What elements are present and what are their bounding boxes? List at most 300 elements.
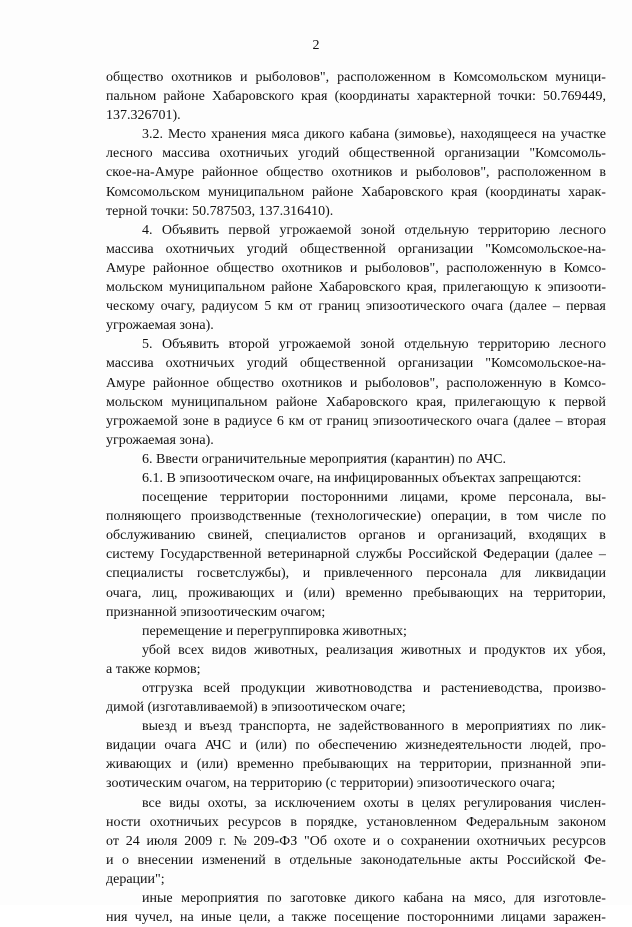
word: свиней, <box>207 528 253 544</box>
word: персонала <box>426 566 488 582</box>
word: ресурсов <box>227 814 282 830</box>
word: общество <box>216 375 274 391</box>
word: июля <box>146 833 178 849</box>
word: регулирования <box>463 795 552 811</box>
word: числе <box>547 509 582 525</box>
word: границ <box>326 413 369 429</box>
word: охотничьих <box>219 146 289 162</box>
word: края <box>451 184 478 200</box>
word: пальном <box>106 89 157 105</box>
word: массива <box>162 146 210 162</box>
word: мероприятия <box>181 891 259 907</box>
word: реализация <box>325 642 394 658</box>
word: вторая <box>567 413 606 429</box>
word: охоты <box>363 795 399 811</box>
text-line: 6.1. В эпизоотическом очаге, на инфицированных объектах запрещаются: <box>142 470 582 486</box>
word: видации <box>106 738 156 754</box>
word: угрожаемой <box>279 222 352 238</box>
word: (или) <box>303 585 335 601</box>
word: угодий <box>298 146 340 162</box>
word: на <box>541 127 556 143</box>
word: животных, <box>254 642 319 658</box>
word: Комсо- <box>563 260 606 276</box>
word: Хабаровского <box>211 89 294 105</box>
text-line: дерации"; <box>106 871 165 887</box>
word: операции, <box>430 509 491 525</box>
word: транспорта, <box>239 719 310 735</box>
word: временно <box>345 585 403 601</box>
word: г. <box>218 833 227 849</box>
word: угрожаемой <box>106 413 178 429</box>
text-line <box>106 564 606 583</box>
text-line <box>106 393 606 412</box>
word: Комсомольском <box>106 184 201 200</box>
word: лесного <box>106 146 153 162</box>
word: организации <box>398 356 474 372</box>
text-line <box>106 68 606 87</box>
word: территорию <box>478 337 550 353</box>
word: охотников <box>331 165 393 181</box>
word: целях <box>421 795 456 811</box>
word: проживающих <box>188 585 275 601</box>
word: вы- <box>585 490 606 506</box>
word: посторонними <box>301 490 388 506</box>
word: зоне <box>182 413 209 429</box>
text-line <box>106 354 606 373</box>
word: от <box>106 833 119 849</box>
word: находящееся <box>460 127 537 143</box>
text-line <box>106 125 606 144</box>
word: охотничьих <box>165 241 235 257</box>
word: акты <box>469 852 499 868</box>
word: 24 <box>125 833 140 849</box>
text-line <box>106 221 606 240</box>
word: обеспечению <box>318 738 397 754</box>
word: массива <box>106 356 154 372</box>
word: отгрузка <box>142 681 193 696</box>
word: очага <box>471 299 504 315</box>
word: посещение <box>334 910 400 926</box>
word: очагу, <box>160 299 196 315</box>
word: муниципальном <box>169 280 266 296</box>
word: территории, <box>533 585 606 601</box>
word: точки: <box>498 89 536 105</box>
word: по <box>591 509 606 525</box>
word: края, <box>416 394 447 410</box>
word: специалисты <box>106 566 184 582</box>
word: в <box>274 852 281 868</box>
word: ское-на-Амуре <box>106 165 194 181</box>
word: выезд <box>142 719 177 735</box>
word: ния <box>106 910 128 926</box>
word: общество <box>266 165 324 181</box>
word: посещение <box>142 490 208 506</box>
word: Хабаровского <box>325 394 408 410</box>
word: границ <box>318 299 360 315</box>
word: признанной <box>500 757 572 773</box>
word: на <box>397 757 411 773</box>
word: ресурсов <box>552 833 606 849</box>
word: законодательные <box>360 852 462 868</box>
word: Хабаровского <box>318 280 401 296</box>
word: в <box>406 795 414 811</box>
word: пребывающих <box>413 585 499 601</box>
word: мясо, <box>473 891 506 907</box>
word: мяса <box>271 127 300 143</box>
word: рыболовов", <box>255 70 330 85</box>
word: кабана <box>349 127 390 143</box>
word: и <box>184 719 192 735</box>
page-number: 2 <box>312 38 320 53</box>
word: хранения <box>211 127 267 143</box>
word: ликвидации <box>534 566 606 582</box>
word: км <box>288 413 305 429</box>
word: пребывающих <box>302 757 389 773</box>
text-line <box>106 755 606 774</box>
word: привлеченного <box>323 566 413 582</box>
word: эпи- <box>580 757 606 773</box>
word: территории <box>219 490 289 506</box>
word: производственные <box>190 509 302 525</box>
word: эпизоотического <box>372 413 472 429</box>
word: все <box>142 795 162 811</box>
word: полняющего <box>106 509 182 525</box>
word: рыболовов", <box>365 375 439 391</box>
word: лицами <box>501 910 546 926</box>
word: очага <box>476 413 509 429</box>
word: районное <box>152 375 209 391</box>
word: по <box>267 891 282 907</box>
word: прилегающую <box>454 394 541 410</box>
word: участке <box>560 127 606 143</box>
word: отдельную <box>404 337 469 353</box>
word: временно <box>236 757 294 773</box>
word: общественной <box>299 356 386 372</box>
word: районе <box>275 394 318 410</box>
text-line: а также кормов; <box>106 661 201 677</box>
word: территории, <box>419 757 492 773</box>
word: внесении <box>137 852 194 868</box>
word: заражен- <box>553 910 606 926</box>
word: за <box>254 795 267 811</box>
word: 4. <box>142 222 153 238</box>
text-line <box>106 851 606 870</box>
word: (или) <box>196 757 229 773</box>
text-line <box>106 144 606 163</box>
text-line <box>106 736 606 755</box>
word: общественной <box>299 241 386 257</box>
word: харак- <box>568 184 606 200</box>
word: в <box>549 260 557 276</box>
word: Российской <box>408 547 477 563</box>
word: также <box>291 910 327 926</box>
text-line: 6. Ввести ограничительные мероприятия (карантин) по АЧС. <box>142 451 506 467</box>
word: организации <box>444 146 520 162</box>
word: эпизооти- <box>547 280 606 296</box>
word: "Об <box>304 833 327 849</box>
word: для <box>514 891 535 907</box>
text-line: зоотическим очагом, на территорию (с территории) эпизоотического очага; <box>106 776 556 792</box>
word: изготовле- <box>543 891 606 907</box>
word: Место <box>168 127 207 143</box>
word: всех <box>178 642 205 658</box>
word: животноводства <box>315 681 413 696</box>
word: госветслужбы), <box>197 566 290 582</box>
word: произво- <box>553 681 606 696</box>
word: очага, <box>106 585 142 601</box>
document-body <box>106 68 606 927</box>
word: "Комсомольское-на- <box>485 356 606 372</box>
word: и <box>349 375 358 391</box>
text-line <box>106 908 606 927</box>
word: № <box>233 833 247 849</box>
word: Федеральным <box>466 814 549 830</box>
word: первой <box>228 222 271 238</box>
word: продукции <box>240 681 306 696</box>
word: зоной <box>360 222 396 238</box>
word: задействованного <box>338 719 445 735</box>
word: расположенную <box>446 375 542 391</box>
word: и <box>302 566 311 582</box>
word: общество <box>216 260 274 276</box>
word: и <box>285 585 293 601</box>
word: сохранении <box>400 833 470 849</box>
text-line <box>106 297 606 316</box>
word: расположенную <box>446 260 542 276</box>
word: (координаты <box>334 89 410 105</box>
word: и <box>349 260 358 276</box>
text-line: угрожаемая зона). <box>106 432 214 448</box>
text-line <box>106 794 606 813</box>
word: и <box>400 165 408 181</box>
word: кроме <box>460 490 497 506</box>
word: въезд <box>199 719 232 735</box>
word: жизнедеятельности <box>405 738 522 754</box>
word: систему <box>106 547 155 563</box>
word: 5. <box>142 337 153 353</box>
word: 5 <box>264 299 272 315</box>
word: организации <box>398 241 474 257</box>
word: мероприятиях <box>465 719 551 735</box>
word: Хабаровского <box>361 184 444 200</box>
word: охотничьих <box>165 356 235 372</box>
word: и <box>240 70 248 85</box>
word: районе <box>311 184 354 200</box>
word: кабана <box>403 891 444 907</box>
word: расположенном <box>337 70 431 85</box>
word: края, <box>406 280 437 296</box>
text-line <box>106 87 606 106</box>
word: прилегающую <box>442 280 529 296</box>
word: всей <box>203 681 231 696</box>
word: на <box>451 891 466 907</box>
word: охоты, <box>207 795 247 811</box>
word: угрожаемой <box>278 337 351 353</box>
text-line <box>106 278 606 297</box>
word: муници- <box>555 70 606 85</box>
word: установленном <box>366 814 457 830</box>
word: в <box>549 375 557 391</box>
word: мольском <box>106 280 163 296</box>
text-line <box>106 545 606 564</box>
word: территорию <box>478 222 550 238</box>
word: муниципальном <box>207 184 305 200</box>
word: входящих <box>528 528 588 544</box>
word: дикого <box>304 127 345 143</box>
word: рыболовов", <box>415 165 490 181</box>
word: в <box>213 413 221 429</box>
word: убой <box>142 642 171 658</box>
word: изменений <box>201 852 266 868</box>
word: обслуживанию <box>106 528 196 544</box>
word: (далее <box>509 299 547 315</box>
word: – <box>555 413 563 429</box>
word: органов <box>358 528 406 544</box>
word: и <box>180 757 188 773</box>
word: чучел, <box>134 910 173 926</box>
word: "Комсомоль- <box>529 146 606 162</box>
word: Комсо- <box>563 375 606 391</box>
text-line <box>106 813 606 832</box>
word: эпизоотического <box>365 299 466 315</box>
word: лесного <box>559 222 606 238</box>
word: заготовке <box>290 891 347 907</box>
word: ности <box>106 814 141 830</box>
word: людей, <box>530 738 572 754</box>
word: в <box>599 528 606 544</box>
word: Комсомольском <box>453 70 548 85</box>
word: в <box>290 814 298 830</box>
text-line <box>106 163 606 182</box>
word: цели, <box>239 910 271 926</box>
word: зоной <box>360 337 395 353</box>
text-line <box>106 335 606 354</box>
word: исключением <box>274 795 356 811</box>
word: 6 <box>276 413 284 429</box>
word: в <box>599 165 606 181</box>
word: для <box>500 566 522 582</box>
word: первой <box>564 394 606 410</box>
word: общественной <box>348 146 435 162</box>
word: 209-ФЗ <box>253 833 298 849</box>
word: 2009 <box>184 833 213 849</box>
word: расположенном <box>497 165 592 181</box>
word: характерной <box>416 89 491 105</box>
word: продуктов <box>484 642 546 658</box>
word: ветеринарной <box>267 547 350 563</box>
word: 50.769449, <box>543 89 606 105</box>
word: от <box>299 299 313 315</box>
word: Амуре <box>106 375 146 391</box>
word: и <box>417 528 426 544</box>
word: охотников <box>171 70 233 85</box>
word: АЧС <box>204 738 232 754</box>
word: животных <box>400 642 462 658</box>
word: лесного <box>559 337 606 353</box>
word: км <box>277 299 294 315</box>
word: Объявить <box>162 337 220 353</box>
text-line: перемещение и перегруппировка животных; <box>142 623 407 639</box>
word: ческому <box>106 299 155 315</box>
word: растениеводства, <box>440 681 543 696</box>
word: к <box>534 280 542 296</box>
word: от <box>308 413 322 429</box>
word: массива <box>106 241 154 257</box>
word: (зимовье), <box>394 127 456 143</box>
word: радиусе <box>224 413 273 429</box>
text-line <box>106 507 606 526</box>
word: организаций, <box>437 528 517 544</box>
word: и <box>372 833 381 849</box>
word: лик- <box>580 719 606 735</box>
word: о <box>386 833 394 849</box>
word: мольском <box>106 394 163 410</box>
text-line <box>106 889 606 908</box>
word: общество <box>106 70 164 85</box>
word: угодий <box>246 356 288 372</box>
text-line <box>106 412 606 431</box>
word: первая <box>566 299 606 315</box>
word: иные <box>201 910 232 926</box>
text-line <box>106 584 606 603</box>
word: порядке, <box>306 814 358 830</box>
text-line <box>106 488 606 507</box>
word: а <box>278 910 285 926</box>
word: рыболовов", <box>365 260 439 276</box>
word: охоте <box>333 833 366 849</box>
word: их <box>553 642 568 658</box>
word: (координаты <box>485 184 561 200</box>
word: – <box>552 299 560 315</box>
word: убоя, <box>575 642 606 658</box>
text-line: димой (изготавливаемой) в эпизоотическом очаге; <box>106 700 406 716</box>
word: Российской <box>506 852 576 868</box>
word: края <box>300 89 328 105</box>
word: виды <box>169 795 200 811</box>
text-line <box>106 374 606 393</box>
word: угодий <box>246 241 288 257</box>
word: и <box>468 642 477 658</box>
word: по <box>557 719 573 735</box>
text-line: признанной эпизоотическим очагом; <box>106 604 326 620</box>
word: Федерации <box>483 547 550 563</box>
word: и <box>106 852 114 868</box>
word: про- <box>579 738 606 754</box>
word: Государственной <box>160 547 262 563</box>
word: Амуре <box>106 260 146 276</box>
word: и <box>422 681 431 696</box>
text-line <box>106 679 606 698</box>
text-line: терной точки: 50.787503, 137.316410). <box>106 203 334 219</box>
word: по <box>295 738 310 754</box>
word: районе <box>163 89 205 105</box>
text-line <box>106 832 606 851</box>
word: муниципальном <box>171 394 268 410</box>
word: в <box>451 719 459 735</box>
text-line <box>106 259 606 278</box>
word: лицами, <box>400 490 449 506</box>
word: (далее <box>555 547 593 563</box>
text-line: 137.326701). <box>106 108 181 124</box>
word: охотничьих <box>476 833 546 849</box>
word: "Комсомольское-на- <box>485 241 606 257</box>
word: радиусом <box>201 299 259 315</box>
word: охотничьих <box>149 814 219 830</box>
word: дикого <box>354 891 395 907</box>
word: (или) <box>255 738 287 754</box>
word: на <box>509 585 524 601</box>
text-line <box>106 717 606 736</box>
